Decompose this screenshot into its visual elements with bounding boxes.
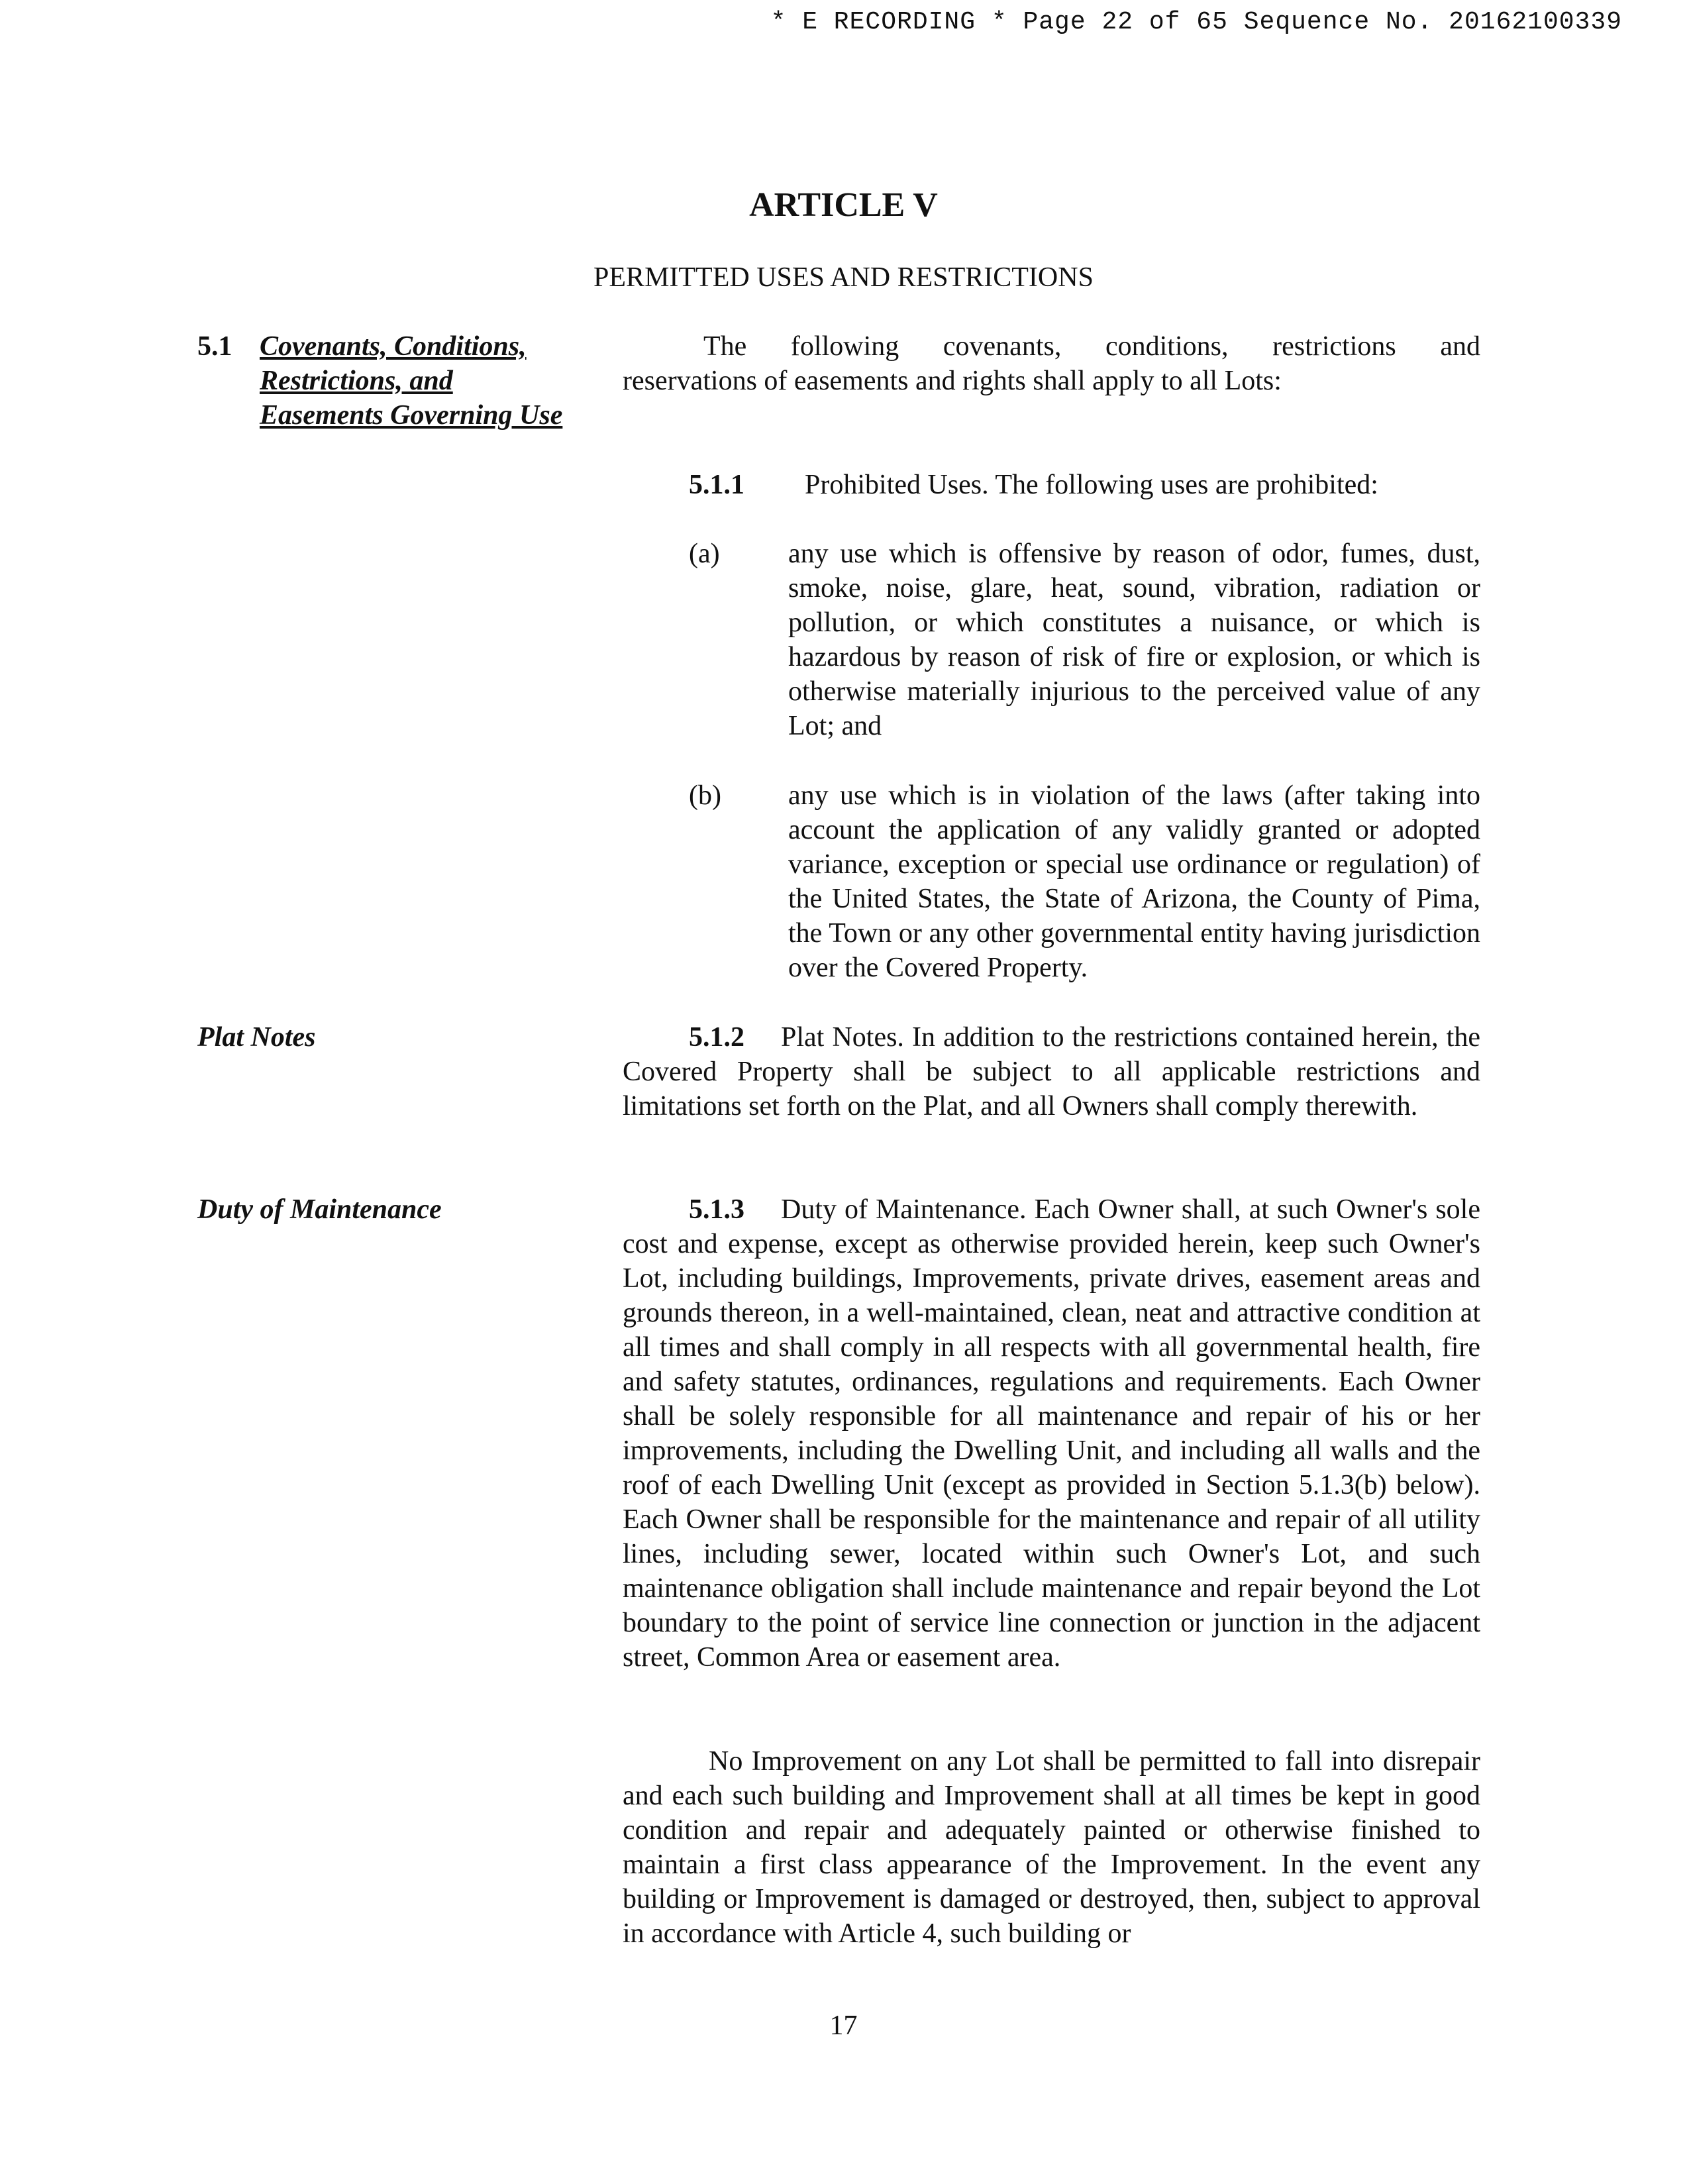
section-5-1-text-line2: reservations of easements and rights shall apply to all Lots: [623, 366, 1282, 396]
item-a-text: any use which is offensive by reason of odor, fumes, dust, smoke, noise, glare, heat, sound, vibration, radiation or pollution, or which constitutes a nuisance, or which is hazardous by reason of risk of fire or explosion, or which is otherwise materially injurious to the perceived value of any Lot; and [788, 539, 1480, 741]
item-b-text: any use which is in violation of the laws (after taking into account the application of any validly granted or adopted variance, exception or special use ordinance or regulation) of the United States, the State of Arizona, the County of Pima, the Town or any other governmental entity having jurisdiction over the Covered Property. [788, 780, 1480, 983]
section-5-1-1-text: Prohibited Uses. The following uses are prohibited: [805, 470, 1378, 500]
item-b-label: (b) [689, 780, 721, 811]
section-5-1-2-number: 5.1.2 [689, 1022, 744, 1053]
section-5-1-2-text: Plat Notes. In addition to the restrictions contained herein, the Covered Property shall be subject to all applicable restrictions and limitations set forth on the Plat, and all Owners shall comply therewith. [623, 1022, 1480, 1121]
section-5-1-3-number: 5.1.3 [689, 1194, 744, 1225]
page-number: 17 [829, 2010, 858, 2041]
section-5-1-3-paragraph-2: No Improvement on any Lot shall be permitted to fall into disrepair and each such building and Improvement shall at all times be kept in good condition and repair and adequately painted or otherwise finished to maintain a first class appearance of the Improvement. In the event any building or Improvement is damaged or destroyed, then, subject to approval in accordance with Article 4, such building or [623, 1746, 1480, 1949]
recording-header: * E RECORDING * Page 22 of 65 Sequence No. 20162100339 [770, 8, 1622, 36]
section-5-1-3-text: Duty of Maintenance. Each Owner shall, at such Owner's sole cost and expense, except as otherwise provided herein, keep such Owner's Lot, including buildings, Improvements, private drives, easement areas and grounds thereon, in a well-maintained, clean, neat and attractive condition at all times and shall comply in all respects with all governmental health, fire and safety statutes, ordinances, regulations and requirements. Each Owner shall be solely responsible for all maintenance and repair of his or her improvements, including the Dwelling Unit, and including all walls and the roof of each Dwelling Unit (except as provided in Section 5.1.3(b) below). Each Owner shall be responsible for the maintenance and repair of all utility lines, including sewer, located within such Owner's Lot, and such maintenance obligation shall include maintenance and repair beyond the Lot boundary to the point of service line connection or junction in the adjacent street, Common Area or easement area. [623, 1194, 1480, 1673]
section-5-1-heading-line1: Covenants, Conditions, [260, 331, 527, 362]
section-5-1-3-paragraph [623, 1192, 1480, 1675]
item-a-label: (a) [689, 539, 720, 569]
section-5-1-2-paragraph [623, 1020, 1480, 1123]
side-heading-duty-of-maintenance: Duty of Maintenance [197, 1194, 442, 1225]
section-5-1-heading-line2: Restrictions, and [260, 366, 453, 396]
section-5-1-heading-line3: Easements Governing Use [260, 400, 563, 431]
article-subtitle: PERMITTED USES AND RESTRICTIONS [593, 262, 1094, 293]
side-heading-plat-notes: Plat Notes [197, 1022, 316, 1053]
section-5-1-number: 5.1 [197, 331, 232, 362]
section-5-1-1-number: 5.1.1 [689, 470, 744, 500]
article-title: ARTICLE V [749, 186, 938, 224]
section-5-1-text-line1: The following covenants, conditions, restrictions and [703, 331, 1480, 362]
